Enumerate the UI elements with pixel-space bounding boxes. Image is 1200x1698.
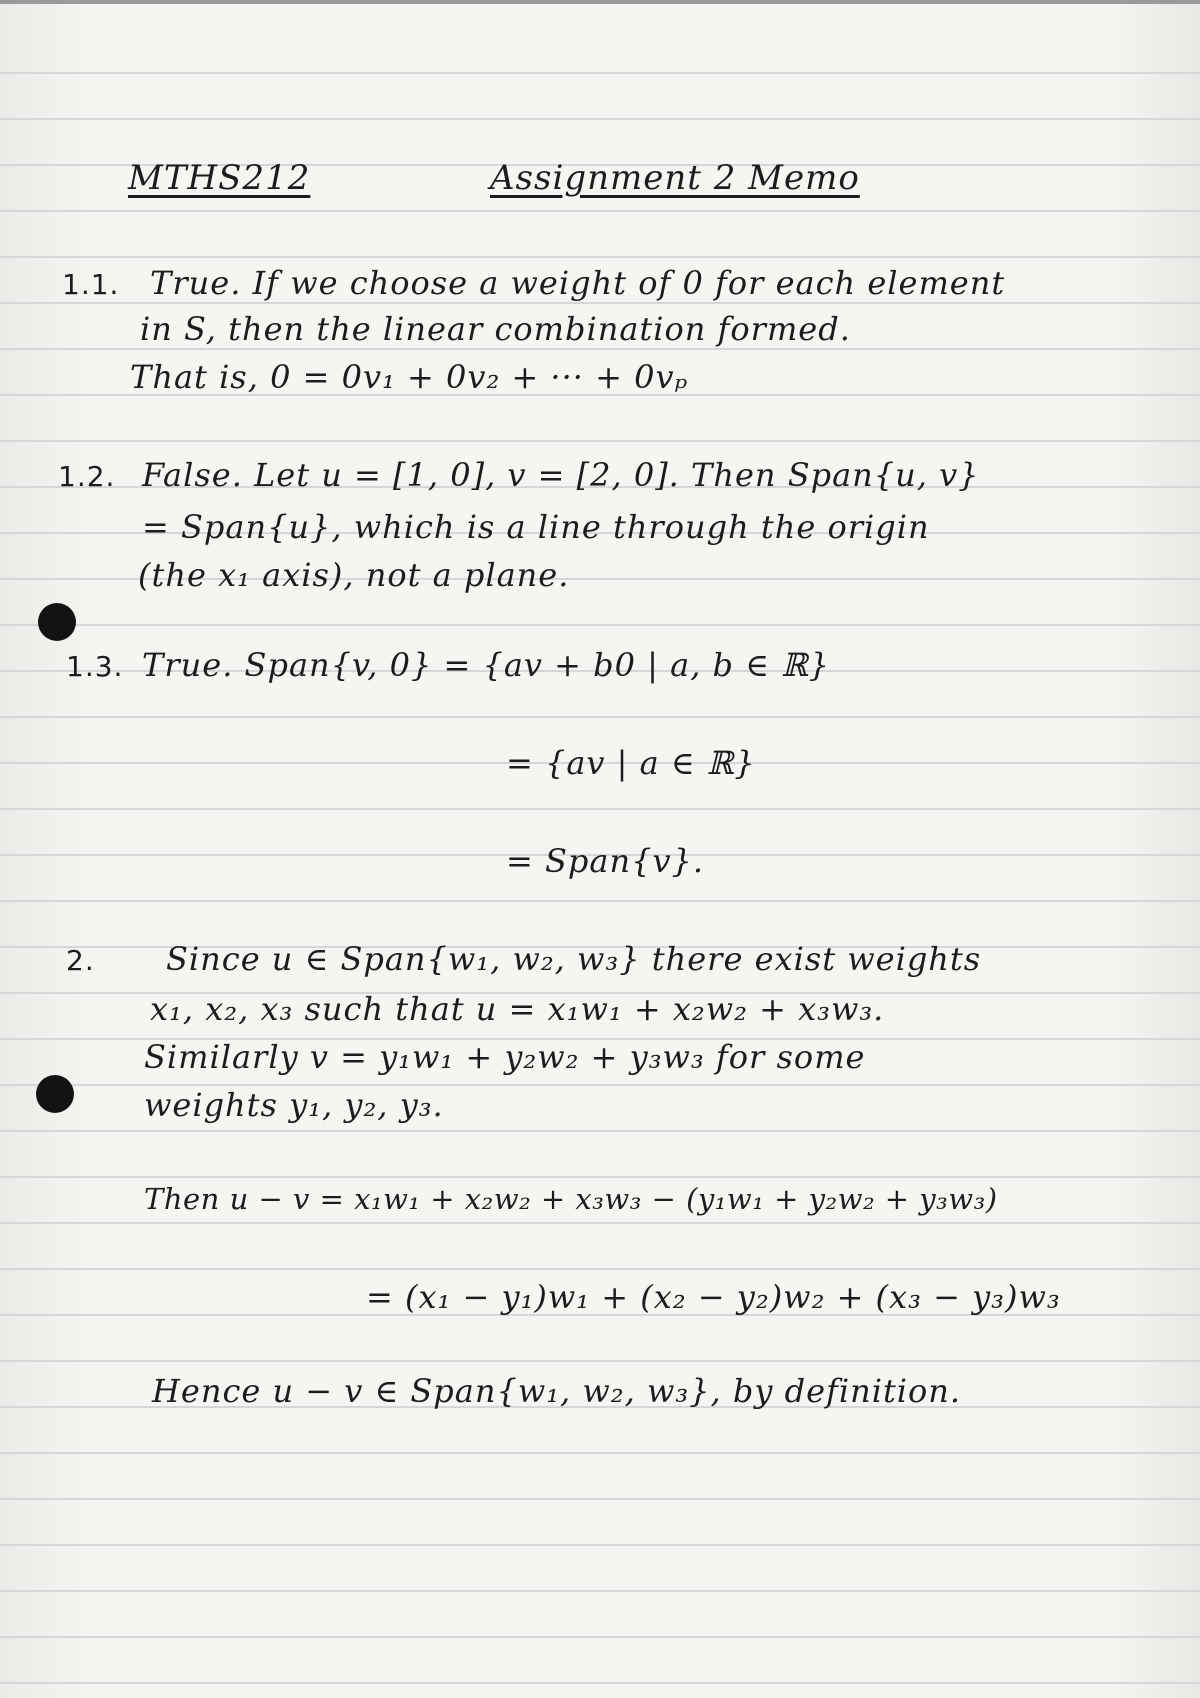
page-title: Assignment 2 Memo	[490, 158, 860, 198]
question-number-1-1: 1.1.	[62, 268, 120, 301]
answer-1-1-line-2: in S, then the linear combination formed.	[140, 310, 851, 348]
binder-hole-bottom	[36, 1075, 74, 1113]
question-number-1-2: 1.2.	[58, 460, 116, 493]
question-number-1-3: 1.3.	[66, 650, 124, 683]
answer-1-2-line-3: (the x₁ axis), not a plane.	[138, 556, 570, 594]
answer-1-3-line-1: True. Span{v, 0} = {av + b0 | a, b ∈ ℝ}	[142, 646, 831, 684]
answer-2-line-6: = (x₁ − y₁)w₁ + (x₂ − y₂)w₂ + (x₃ − y₃)w₃	[366, 1278, 1061, 1316]
page-top-edge	[0, 0, 1200, 4]
answer-1-2-line-1: False. Let u = [1, 0], v = [2, 0]. Then Span{u, v}	[142, 456, 980, 494]
course-code: MTHS212	[128, 158, 311, 198]
question-number-2: 2.	[66, 944, 95, 977]
answer-2-line-2: x₁, x₂, x₃ such that u = x₁w₁ + x₂w₂ + x₃w₃.	[150, 990, 885, 1028]
answer-2-line-4: weights y₁, y₂, y₃.	[144, 1086, 444, 1124]
answer-2-line-1: Since u ∈ Span{w₁, w₂, w₃} there exist weights	[166, 940, 982, 978]
answer-1-3-line-3: = Span{v}.	[506, 842, 705, 880]
answer-1-3-line-2: = {av | a ∈ ℝ}	[506, 744, 756, 782]
answer-1-1-line-1: True. If we choose a weight of 0 for each element	[150, 264, 1006, 302]
answer-2-line-3: Similarly v = y₁w₁ + y₂w₂ + y₃w₃ for some	[144, 1038, 866, 1076]
answer-1-2-line-2: = Span{u}, which is a line through the origin	[142, 508, 930, 546]
binder-hole-top	[38, 603, 76, 641]
answer-1-1-line-3: That is, 0 = 0v₁ + 0v₂ + ··· + 0vₚ	[130, 358, 689, 396]
answer-2-line-7: Hence u − v ∈ Span{w₁, w₂, w₃}, by definition.	[152, 1372, 962, 1410]
answer-2-line-5: Then u − v = x₁w₁ + x₂w₂ + x₃w₃ − (y₁w₁ + y₂w₂ + y₃w₃)	[144, 1182, 998, 1216]
